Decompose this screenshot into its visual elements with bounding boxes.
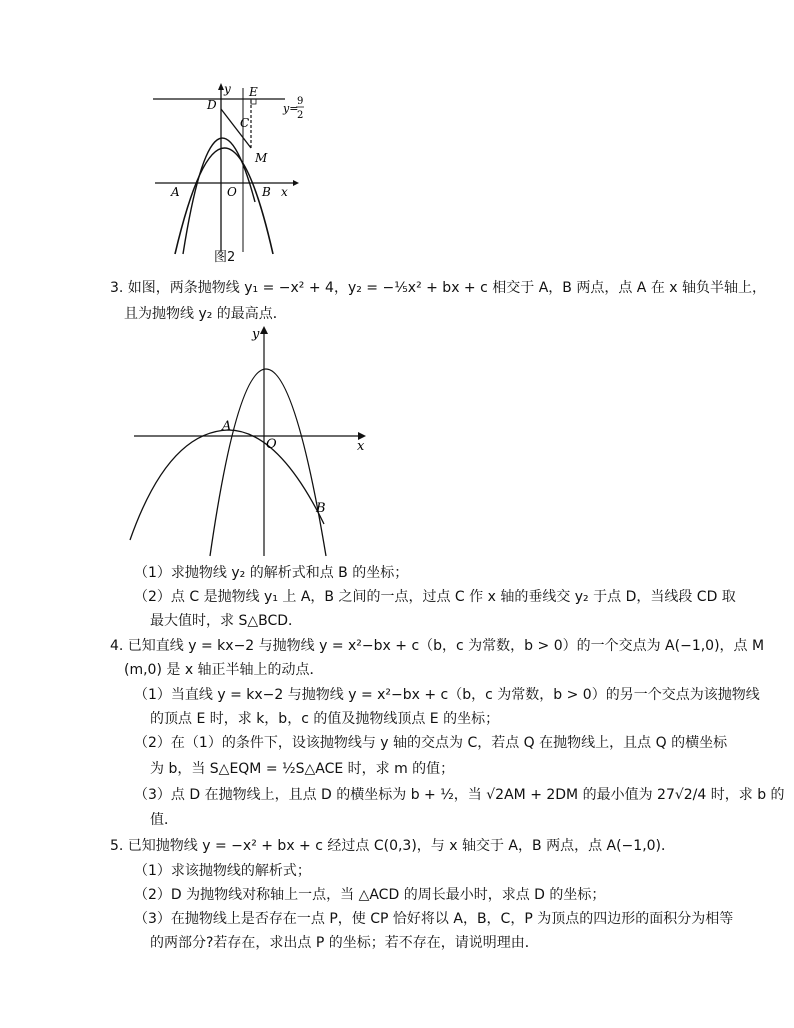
- fig3-y-arrow: [260, 326, 268, 334]
- p3-q2-line1: （2）点 C 是抛物线 y₁ 上 A，B 之间的一点，过点 C 作 x 轴的垂线交 y₂ 于点 D，当线段 CD 取: [134, 589, 736, 605]
- figure-3: [128, 324, 376, 558]
- fig2-label-o: O: [227, 185, 237, 199]
- figure-2-caption: 图2: [214, 250, 236, 265]
- fig3-label-a: A: [222, 419, 232, 434]
- fig2-parabola-2: [183, 138, 255, 254]
- fig2-label-y: y: [224, 82, 231, 96]
- fig3-parabola-y1: [210, 369, 326, 556]
- figure-2: [145, 82, 305, 262]
- p5-q3-line1: （3）在抛物线上是否存在一点 P，使 CP 恰好将以 A，B，C，P 为顶点的四边形的面积分为相等: [134, 911, 734, 927]
- fig3-label-o: O: [266, 437, 277, 452]
- p4-q3-line1: （3）点 D 在抛物线上，且点 D 的横坐标为 b + ½，当 √2AM + 2DM 的最小值为 27√2/4 时，求 b 的: [134, 787, 785, 803]
- p5-q1: （1）求该抛物线的解析式；: [134, 863, 311, 879]
- fig3-label-b: B: [316, 501, 326, 516]
- fig3-label-y: y: [252, 327, 260, 342]
- p3-stem-line2: 且为抛物线 y₂ 的最高点．: [124, 306, 287, 322]
- fig3-label-x: x: [357, 439, 365, 454]
- fig2-label-a: A: [171, 185, 180, 199]
- p4-stem-line1: 4. 已知直线 y = kx−2 与抛物线 y = x²−bx + c（b，c 为常数，b > 0）的一个交点为 A(−1,0)，点 M: [110, 638, 765, 654]
- fig2-label-line-y: y=: [283, 102, 299, 115]
- fig2-label-e: E: [249, 85, 258, 99]
- p4-stem-line2: (m,0) 是 x 轴正半轴上的动点．: [124, 662, 324, 678]
- fig2-label-b: B: [262, 185, 271, 199]
- fig3-parabola-y2: [130, 430, 324, 540]
- fig2-label-d: D: [207, 98, 217, 112]
- p3-q2-line2: 最大值时，求 S△BCD．: [150, 613, 303, 629]
- fig2-label-line-num: 9: [297, 96, 304, 107]
- p4-q1-line1: （1）当直线 y = kx−2 与抛物线 y = x²−bx + c（b，c 为常数，b > 0）的另一个交点为该抛物线: [134, 687, 760, 703]
- p5-q3-line2: 的两部分?若存在，求出点 P 的坐标；若不存在，请说明理由．: [150, 935, 539, 951]
- p5-stem: 5. 已知抛物线 y = −x² + bx + c 经过点 C(0,3)，与 x 轴交于 A，B 两点，点 A(−1,0)．: [110, 838, 676, 854]
- fig2-label-c: C: [240, 116, 250, 130]
- fig2-x-arrow: [293, 180, 299, 186]
- fig2-label-line-den: 2: [297, 110, 304, 121]
- p4-q3-line2: 值．: [150, 812, 178, 828]
- p3-q1: （1）求抛物线 y₂ 的解析式和点 B 的坐标；: [134, 565, 409, 581]
- p4-q1-line2: 的顶点 E 时，求 k，b，c 的值及抛物线顶点 E 的坐标；: [150, 711, 500, 727]
- fig2-label-x: x: [281, 185, 288, 199]
- fig2-label-m: M: [255, 151, 268, 165]
- p3-stem-line1: 3. 如图，两条抛物线 y₁ = −x² + 4，y₂ = −⅕x² + bx + c 相交于 A，B 两点，点 A 在 x 轴负半轴上，: [110, 280, 767, 296]
- fig2-right-angle: [251, 99, 256, 104]
- p4-q2-line1: （2）在（1）的条件下，设该抛物线与 y 轴的交点为 C，若点 Q 在抛物线上，且点 Q 的横坐标: [134, 735, 728, 751]
- p4-q2-line2: 为 b，当 S△EQM = ½S△ACE 时，求 m 的值；: [150, 761, 455, 777]
- p5-q2: （2）D 为抛物线对称轴上一点，当 △ACD 的周长最小时，求点 D 的坐标；: [134, 887, 606, 903]
